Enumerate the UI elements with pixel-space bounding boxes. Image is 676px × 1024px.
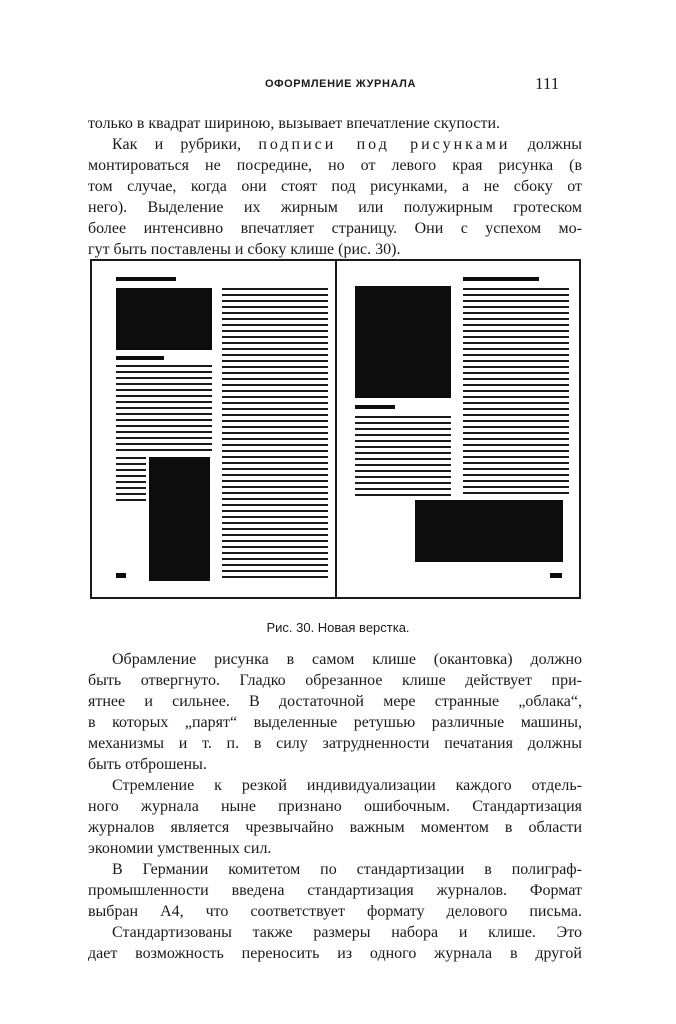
image-block bbox=[355, 286, 451, 398]
paragraph-captions-placement bbox=[88, 134, 582, 260]
text-rule bbox=[463, 480, 569, 482]
text-rule bbox=[116, 419, 212, 421]
text-rule bbox=[116, 499, 146, 501]
page-number: 111 bbox=[535, 74, 560, 93]
text-rule bbox=[463, 402, 569, 404]
text-rule bbox=[355, 482, 451, 484]
text-column bbox=[222, 288, 328, 582]
text-rule bbox=[463, 324, 569, 326]
text-rule bbox=[222, 468, 328, 470]
text-rule bbox=[222, 510, 328, 512]
text-rule bbox=[355, 428, 451, 430]
text-rule bbox=[222, 396, 328, 398]
text-line: Стандартизованы также размеры набора и клише. Это bbox=[112, 924, 582, 941]
text-rule bbox=[222, 288, 328, 290]
text-rule bbox=[116, 401, 212, 403]
text-rule bbox=[222, 420, 328, 422]
text-rule bbox=[222, 522, 328, 524]
text-column bbox=[116, 457, 146, 505]
text-rule bbox=[355, 476, 451, 478]
text-rule bbox=[222, 384, 328, 386]
text-rule bbox=[116, 481, 146, 483]
text-rule bbox=[222, 360, 328, 362]
text-rule bbox=[116, 383, 212, 385]
text-rule bbox=[222, 564, 328, 566]
text-line: Как и рубрики, подписи под рисунками должны bbox=[112, 136, 582, 153]
text-rule bbox=[222, 378, 328, 380]
text-rule bbox=[222, 498, 328, 500]
text-rule bbox=[463, 366, 569, 368]
text-rule bbox=[355, 494, 451, 496]
text-rule bbox=[222, 390, 328, 392]
text-rule bbox=[463, 312, 569, 314]
text-rule bbox=[222, 504, 328, 506]
text-line: гут быть поставлены и сбоку клише (рис. 30). bbox=[88, 241, 401, 258]
text-rule bbox=[355, 434, 451, 436]
text-line: том случае, когда они стоят под рисунками, а не сбоку от bbox=[88, 178, 582, 195]
text-rule bbox=[116, 449, 212, 451]
text-rule bbox=[116, 469, 146, 471]
text-rule bbox=[355, 452, 451, 454]
text-rule bbox=[463, 348, 569, 350]
caption-bar bbox=[355, 405, 395, 409]
text-line: ного журнала ныне признано ошибочным. Стандартизация bbox=[88, 798, 582, 815]
text-column bbox=[463, 288, 569, 498]
text-rule bbox=[463, 336, 569, 338]
text-rule bbox=[463, 438, 569, 440]
text-rule bbox=[222, 540, 328, 542]
text-line: него). Выделение их жирным или полужирным гротеском bbox=[88, 199, 582, 216]
caption-bar bbox=[116, 356, 164, 360]
text-rule bbox=[463, 330, 569, 332]
paragraph-germany bbox=[88, 859, 582, 922]
text-rule bbox=[116, 365, 212, 367]
text-rule bbox=[222, 450, 328, 452]
text-column bbox=[355, 416, 451, 500]
text-rule bbox=[222, 558, 328, 560]
text-rule bbox=[463, 384, 569, 386]
text-rule bbox=[116, 377, 212, 379]
folio-mark bbox=[550, 573, 562, 578]
text-rule bbox=[222, 546, 328, 548]
text-rule bbox=[463, 408, 569, 410]
paragraph-top-continuation bbox=[88, 113, 582, 134]
text-rule bbox=[463, 432, 569, 434]
text-rule bbox=[116, 395, 212, 397]
text-rule bbox=[222, 438, 328, 440]
text-rule bbox=[463, 450, 569, 452]
text-rule bbox=[222, 354, 328, 356]
text-line: в которых „парят“ выделенные ретушью различные машины, bbox=[88, 714, 582, 731]
text-rule bbox=[222, 402, 328, 404]
text-rule bbox=[463, 420, 569, 422]
text-rule bbox=[116, 425, 212, 427]
page-header bbox=[0, 76, 676, 96]
text-rule bbox=[222, 516, 328, 518]
text-rule bbox=[116, 437, 212, 439]
text-rule bbox=[463, 288, 569, 290]
text-rule bbox=[222, 528, 328, 530]
text-rule bbox=[463, 306, 569, 308]
text-line: промышленности введена стандартизация журналов. Формат bbox=[88, 882, 582, 899]
figure-left-page bbox=[90, 259, 336, 599]
text-rule bbox=[116, 407, 212, 409]
text-rule bbox=[355, 416, 451, 418]
text-line: более интенсивно впечатляет страницу. Они с успехом мо- bbox=[88, 220, 582, 237]
text-rule bbox=[222, 534, 328, 536]
text-line: быть отброшены. bbox=[88, 756, 207, 773]
text-rule bbox=[463, 468, 569, 470]
text-rule bbox=[222, 444, 328, 446]
text-rule bbox=[116, 487, 146, 489]
text-rule bbox=[222, 372, 328, 374]
text-rule bbox=[463, 390, 569, 392]
text-rule bbox=[463, 360, 569, 362]
text-rule bbox=[116, 389, 212, 391]
text-rule bbox=[463, 318, 569, 320]
text-rule bbox=[355, 470, 451, 472]
text-rule bbox=[222, 570, 328, 572]
text-rule bbox=[463, 372, 569, 374]
text-rule bbox=[222, 324, 328, 326]
paragraph-standardization bbox=[88, 775, 582, 859]
text-rule bbox=[463, 456, 569, 458]
text-line: только в квадрат шириною, вызывает впечатление скупости. bbox=[88, 115, 501, 132]
text-rule bbox=[222, 552, 328, 554]
text-line: монтироваться не посредине, но от левого края рисунка (в bbox=[88, 157, 582, 174]
text-rule bbox=[222, 330, 328, 332]
headline-bar bbox=[116, 277, 176, 281]
text-rule bbox=[222, 318, 328, 320]
text-rule bbox=[463, 444, 569, 446]
text-rule bbox=[463, 462, 569, 464]
text-line: механизмы и т. п. в силу затрудненности печатания должны bbox=[88, 735, 582, 752]
text-rule bbox=[463, 486, 569, 488]
text-rule bbox=[463, 342, 569, 344]
text-rule bbox=[222, 300, 328, 302]
headline-bar bbox=[463, 277, 539, 281]
text-rule bbox=[463, 396, 569, 398]
text-rule bbox=[222, 342, 328, 344]
text-rule bbox=[463, 378, 569, 380]
text-rule bbox=[222, 294, 328, 296]
text-rule bbox=[222, 312, 328, 314]
text-rule bbox=[116, 413, 212, 415]
text-line: Обрамление рисунка в самом клише (окантовка) должно bbox=[112, 651, 582, 668]
text-rule bbox=[355, 422, 451, 424]
text-rule bbox=[222, 336, 328, 338]
text-rule bbox=[116, 463, 146, 465]
figure-caption: Рис. 30. Новая верстка. bbox=[266, 620, 410, 635]
text-rule bbox=[355, 488, 451, 490]
text-rule bbox=[355, 440, 451, 442]
text-rule bbox=[116, 431, 212, 433]
image-block bbox=[116, 288, 212, 350]
figure-right-page bbox=[336, 259, 581, 599]
text-line: дает возможность переносить из одного журнала в другой bbox=[88, 945, 582, 962]
paragraph-sizes bbox=[88, 922, 582, 964]
text-line: выбран А4, что соответствует формату делового письма. bbox=[88, 903, 582, 920]
text-rule bbox=[222, 432, 328, 434]
text-rule bbox=[116, 493, 146, 495]
text-rule bbox=[463, 474, 569, 476]
text-rule bbox=[222, 414, 328, 416]
text-rule bbox=[116, 475, 146, 477]
text-line: В Германии комитетом по стандартизации в полиграф- bbox=[112, 861, 582, 878]
text-line: экономии умственных сил. bbox=[88, 840, 272, 857]
text-rule bbox=[222, 348, 328, 350]
figure-layout-illustration bbox=[90, 259, 584, 599]
text-rule bbox=[116, 457, 146, 459]
text-rule bbox=[355, 458, 451, 460]
text-rule bbox=[355, 446, 451, 448]
text-line: быть отвергнуто. Гладко обрезанное клише действует при- bbox=[88, 672, 582, 689]
paragraph-framing bbox=[88, 649, 582, 775]
text-rule bbox=[116, 443, 212, 445]
text-rule bbox=[222, 480, 328, 482]
text-rule bbox=[222, 456, 328, 458]
running-head: ОФОРМЛЕНИЕ ЖУРНАЛА bbox=[265, 78, 417, 90]
text-rule bbox=[463, 414, 569, 416]
text-rule bbox=[222, 366, 328, 368]
text-column bbox=[116, 365, 212, 455]
text-rule bbox=[463, 426, 569, 428]
text-line: журналов является чрезвычайно важным моментом в области bbox=[88, 819, 582, 836]
text-rule bbox=[222, 474, 328, 476]
text-rule bbox=[222, 306, 328, 308]
text-rule bbox=[463, 354, 569, 356]
text-rule bbox=[222, 486, 328, 488]
folio-mark bbox=[116, 573, 126, 578]
text-rule bbox=[222, 492, 328, 494]
image-block bbox=[415, 500, 563, 562]
text-rule bbox=[463, 294, 569, 296]
text-rule bbox=[222, 576, 328, 578]
text-line: Стремление к резкой индивидуализации каждого отдель- bbox=[112, 777, 582, 794]
text-rule bbox=[222, 426, 328, 428]
text-rule bbox=[463, 300, 569, 302]
text-rule bbox=[222, 408, 328, 410]
text-rule bbox=[355, 464, 451, 466]
text-rule bbox=[463, 492, 569, 494]
text-line: ятнее и сильнее. В достаточной мере странные „облака“, bbox=[88, 693, 582, 710]
text-rule bbox=[116, 371, 212, 373]
text-rule bbox=[222, 462, 328, 464]
image-block bbox=[149, 457, 210, 581]
